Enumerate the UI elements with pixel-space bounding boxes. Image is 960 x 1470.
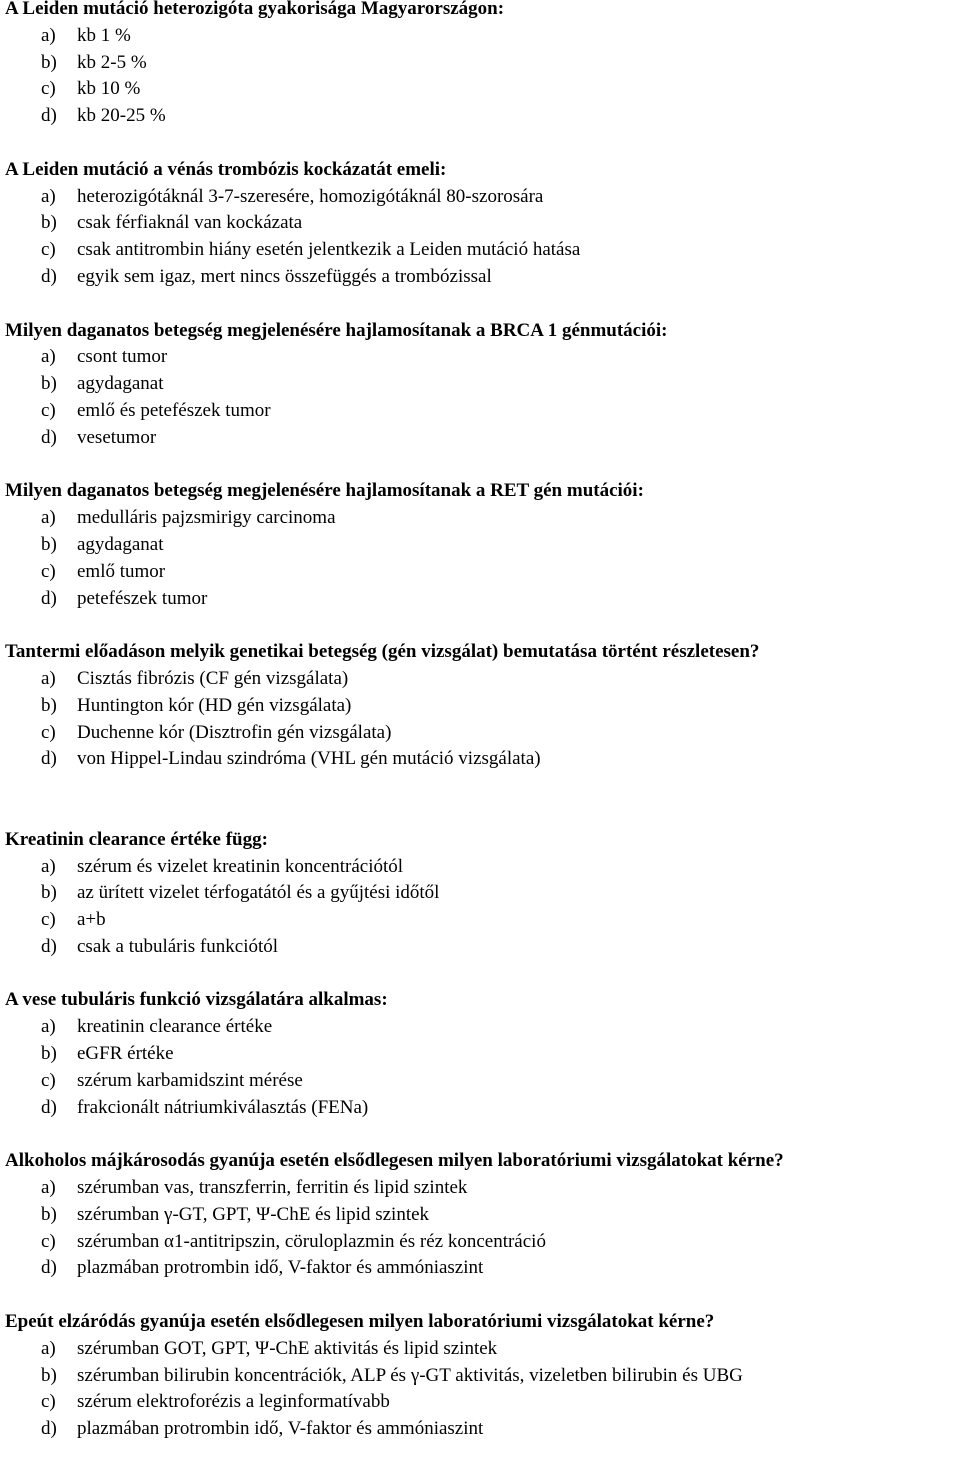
question-title: A vese tubuláris funkció vizsgálatára alkalmas: <box>5 989 388 1011</box>
option-text: kb 2-5 % <box>77 51 147 73</box>
question-9 <box>5 1309 960 1443</box>
option-letter: a) <box>41 1016 56 1038</box>
quiz-document <box>5 0 960 1470</box>
option-text: csak a tubuláris funkciótól <box>77 935 279 957</box>
option-text: az ürített vizelet térfogatától és a gyűjtési időtől <box>77 882 440 904</box>
answer-option <box>5 184 960 211</box>
option-letter: d) <box>41 935 57 957</box>
option-letter: c) <box>41 1069 56 1091</box>
option-letter: d) <box>41 1096 57 1118</box>
option-letter: c) <box>41 721 56 743</box>
option-text: kreatinin clearance értéke <box>77 1016 273 1038</box>
option-text: emlő tumor <box>77 560 166 582</box>
answer-option <box>5 264 960 291</box>
option-letter: c) <box>41 1230 56 1252</box>
answer-option <box>5 586 960 613</box>
answer-option <box>5 1068 960 1095</box>
question-6 <box>5 827 960 961</box>
answer-option <box>5 693 960 720</box>
option-text: vesetumor <box>77 426 157 448</box>
answer-option <box>5 1416 960 1443</box>
answer-option <box>5 1095 960 1122</box>
option-text: medulláris pajzsmirigy carcinoma <box>77 507 336 529</box>
answer-option <box>5 1041 960 1068</box>
option-letter: b) <box>41 51 57 73</box>
question-7 <box>5 987 960 1121</box>
answer-option <box>5 425 960 452</box>
question-title: Kreatinin clearance értéke függ: <box>5 828 268 850</box>
option-letter: b) <box>41 694 57 716</box>
option-letter: b) <box>41 882 57 904</box>
option-letter: d) <box>41 1257 57 1279</box>
option-text: kb 10 % <box>77 78 141 100</box>
option-text: plazmában protrombin idő, V-faktor és ammóniaszint <box>77 1418 484 1440</box>
answer-option <box>5 210 960 237</box>
option-letter: a) <box>41 1177 56 1199</box>
option-letter: a) <box>41 185 56 207</box>
option-letter: b) <box>41 533 57 555</box>
option-letter: b) <box>41 1043 57 1065</box>
option-text: kb 1 % <box>77 24 131 46</box>
option-text: frakcionált nátriumkiválasztás (FENa) <box>77 1096 369 1118</box>
answer-option <box>5 505 960 532</box>
option-letter: a) <box>41 346 56 368</box>
option-text: csak férfiaknál van kockázata <box>77 212 303 234</box>
option-letter: d) <box>41 748 57 770</box>
answer-option <box>5 880 960 907</box>
option-letter: a) <box>41 507 56 529</box>
answer-option <box>5 720 960 747</box>
option-text: egyik sem igaz, mert nincs összefüggés a trombózissal <box>77 265 492 287</box>
question-5 <box>5 639 960 773</box>
option-letter: d) <box>41 587 57 609</box>
option-letter: c) <box>41 560 56 582</box>
answer-option <box>5 1202 960 1229</box>
option-text: szérumban GOT, GPT, Ψ-ChE aktivitás és lipid szintek <box>77 1337 498 1359</box>
question-title: A Leiden mutáció a vénás trombózis kockázatát emeli: <box>5 158 447 180</box>
option-letter: b) <box>41 212 57 234</box>
answer-option <box>5 907 960 934</box>
question-title: Epeút elzáródás gyanúja esetén elsődlegesen milyen laboratóriumi vizsgálatokat kérne? <box>5 1311 715 1333</box>
option-text: szérumban bilirubin koncentrációk, ALP és γ-GT aktivitás, vizeletben bilirubin és UBG <box>77 1364 743 1386</box>
option-text: csont tumor <box>77 346 168 368</box>
option-letter: a) <box>41 24 56 46</box>
option-letter: c) <box>41 239 56 261</box>
option-text: petefészek tumor <box>77 587 208 609</box>
option-text: szérum elektroforézis a leginformatívabb <box>77 1391 390 1413</box>
option-letter: c) <box>41 909 56 931</box>
answer-option <box>5 344 960 371</box>
answer-option <box>5 23 960 50</box>
option-letter: c) <box>41 78 56 100</box>
option-text: szérumban α1-antitripszin, cöruloplazmin és réz koncentráció <box>77 1230 546 1252</box>
answer-option <box>5 934 960 961</box>
option-letter: d) <box>41 265 57 287</box>
option-letter: b) <box>41 373 57 395</box>
answer-option <box>5 1014 960 1041</box>
option-text: Cisztás fibrózis (CF gén vizsgálata) <box>77 667 349 689</box>
option-text: heterozigótáknál 3-7-szeresére, homozigótáknál 80-szorosára <box>77 185 544 207</box>
option-letter: d) <box>41 105 57 127</box>
question-1 <box>5 0 960 130</box>
option-letter: a) <box>41 667 56 689</box>
option-text: emlő és petefészek tumor <box>77 399 271 421</box>
answer-option <box>5 398 960 425</box>
option-text: szérum és vizelet kreatinin koncentrációtól <box>77 855 404 877</box>
option-text: plazmában protrombin idő, V-faktor és ammóniaszint <box>77 1257 484 1279</box>
answer-option <box>5 237 960 264</box>
answer-option <box>5 1363 960 1390</box>
answer-option <box>5 1255 960 1282</box>
option-letter: d) <box>41 1418 57 1440</box>
option-letter: c) <box>41 1391 56 1413</box>
option-letter: c) <box>41 399 56 421</box>
question-3 <box>5 318 960 452</box>
option-text: von Hippel-Lindau szindróma (VHL gén mutáció vizsgálata) <box>77 748 541 770</box>
answer-option <box>5 666 960 693</box>
option-letter: b) <box>41 1203 57 1225</box>
answer-option <box>5 532 960 559</box>
option-letter: a) <box>41 855 56 877</box>
answer-option <box>5 1389 960 1416</box>
option-text: Huntington kór (HD gén vizsgálata) <box>77 694 352 716</box>
option-text: agydaganat <box>77 533 164 555</box>
answer-option <box>5 559 960 586</box>
answer-option <box>5 1175 960 1202</box>
option-text: agydaganat <box>77 373 164 395</box>
answer-option <box>5 1336 960 1363</box>
option-text: csak antitrombin hiány esetén jelentkezik a Leiden mutáció hatása <box>77 239 581 261</box>
option-text: szérum karbamidszint mérése <box>77 1069 303 1091</box>
answer-option <box>5 371 960 398</box>
option-letter: b) <box>41 1364 57 1386</box>
answer-option <box>5 1229 960 1256</box>
option-letter: d) <box>41 426 57 448</box>
answer-option <box>5 103 960 130</box>
question-title: A Leiden mutáció heterozigóta gyakorisága Magyarországon: <box>5 0 505 19</box>
question-8 <box>5 1148 960 1282</box>
option-text: kb 20-25 % <box>77 105 166 127</box>
question-title: Milyen daganatos betegség megjelenésére hajlamosítanak a RET gén mutációi: <box>5 480 644 502</box>
answer-option <box>5 50 960 77</box>
answer-option <box>5 76 960 103</box>
option-letter: a) <box>41 1337 56 1359</box>
option-text: eGFR értéke <box>77 1043 174 1065</box>
question-2 <box>5 157 960 291</box>
question-title: Milyen daganatos betegség megjelenésére hajlamosítanak a BRCA 1 génmutációi: <box>5 319 668 341</box>
option-text: Duchenne kór (Disztrofin gén vizsgálata) <box>77 721 392 743</box>
option-text: szérumban vas, transzferrin, ferritin és lipid szintek <box>77 1177 468 1199</box>
option-text: szérumban γ-GT, GPT, Ψ-ChE és lipid szintek <box>77 1203 430 1225</box>
answer-option <box>5 854 960 881</box>
question-title: Tantermi előadáson melyik genetikai betegség (gén vizsgálat) bemutatása történt részletesen? <box>5 641 760 663</box>
question-title: Alkoholos májkárosodás gyanúja esetén elsődlegesen milyen laboratóriumi vizsgálatokat kérne? <box>5 1150 784 1172</box>
question-4 <box>5 478 960 612</box>
answer-option <box>5 746 960 773</box>
option-text: a+b <box>77 909 106 931</box>
